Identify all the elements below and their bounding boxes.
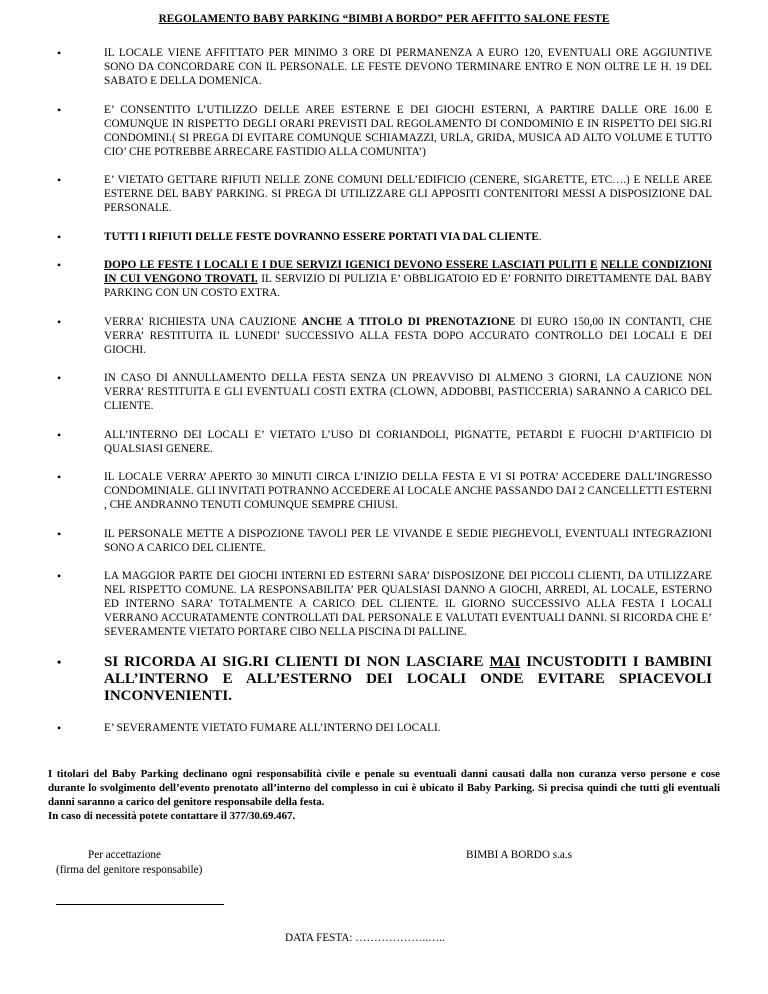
acceptance-sublabel: (firma del genitore responsabile)	[56, 864, 203, 876]
rule-text: ALL’INTERNO DEI LOCALI E’ VIETATO L’USO DI CORIANDOLI, PIGNATTE, PETARDI E FUOCHI D’ARTIFICIO DI QUALSIASI GENERE.	[104, 428, 712, 455]
bullet-icon: •	[57, 258, 62, 272]
rule-text-bold-underline: DOPO LE FESTE I LOCALI E I DUE SERVIZI IGENICI DEVONO ESSERE LASCIATI PULITI E	[104, 259, 598, 271]
rule-cleaning	[56, 258, 712, 300]
rule-text-bold: TUTTI I RIFIUTI DELLE FESTE DOVRANNO ESSERE PORTATI VIA DAL CLIENTE	[104, 230, 539, 243]
rule-text: IL LOCALE VIENE AFFITTATO PER MINIMO 3 ORE DI PERMANENZA A EURO 120, EVENTUALI ORE AGGIUNTIVE SONO DA CONCORDARE CON IL PERSONALE. LE FESTE DEVONO TERMINARE ENTRO E NON OLTRE LE H. 19 DEL SABATO E DELLA DOMENICA.	[104, 47, 712, 87]
bullet-icon: •	[57, 720, 62, 735]
acceptance-label: Per accettazione	[88, 849, 161, 861]
liability-disclaimer	[48, 767, 720, 823]
rule-games-responsibility	[56, 569, 712, 639]
signature-line	[56, 904, 224, 905]
bullet-icon: •	[57, 102, 62, 117]
rule-text: E’ SEVERAMENTE VIETATO FUMARE ALL’INTERNO DEI LOCALI.	[104, 721, 441, 734]
bullet-icon: •	[57, 569, 62, 583]
bullet-icon: •	[57, 46, 62, 60]
rule-text: E’ VIETATO GETTARE RIFIUTI NELLE ZONE COMUNI DELL’EDIFICIO (CENERE, SIGARETTE, ETC….) E NELLE AREE ESTERNE DEL BABY PARKING. SI PREGA DI UTILIZZARE GLI APPOSITI CONTENITORI MESSI A DISPOSIZIONE DAL PERSONALE.	[104, 174, 712, 214]
rule-outdoor-areas	[56, 103, 712, 159]
rule-cancellation	[56, 371, 712, 413]
bullet-icon: •	[57, 314, 62, 329]
bullet-icon: •	[57, 526, 62, 541]
document-title: REGOLAMENTO BABY PARKING “BIMBI A BORDO” PER AFFITTO SALONE FESTE	[158, 13, 610, 25]
bullet-icon: •	[57, 470, 62, 484]
bullet-icon: •	[57, 371, 62, 385]
rule-no-smoking	[56, 721, 712, 735]
rule-text: E’ CONSENTITO L’UTILIZZO DELLE AREE ESTERNE E DEI GIOCHI ESTERNI, A PARTIRE DALLE ORE 16.00 E COMUNQUE IN RISPETTO DEGLI ORARI PREVISTI DAL REGOLAMENTO DI CONDOMINIO E IN RISPETTO DEI SIG.RI CONDOMINI.( SI PREGA DI EVITARE COMUNQUE SCHIAMAZZI, URLA, GRIDA, MUSICA AD ALTO VOLUME E TUTTO CIO’ CHE POTREBBE ARRECARE FASTIDIO ALLA COMUNITA’)	[104, 103, 712, 158]
rule-text-underline: MAI	[489, 653, 521, 670]
bullet-icon: •	[57, 427, 62, 442]
rule-waste-common-areas	[56, 173, 712, 215]
rule-text-bold-underline: NELLE CONDIZIONI IN CUI VENGONO TROVATI.	[104, 259, 713, 285]
bullet-icon: •	[57, 654, 62, 669]
rule-text: IL SERVIZIO DI PULIZIA E’ OBBLIGATOIO ED E’ FORNITO DIRETTAMENTE DAL BABY PARKING CON UN COSTO EXTRA.	[104, 273, 712, 299]
rules-list	[56, 46, 712, 749]
rule-text: DI EURO 150,00 IN CONTANTI, CHE VERRA’ RESTITUITA IL LUNEDI’ SUCCESSIVO ALLA FESTA DOPO ACCURATO CONTROLLO DEI LOCALI E DEI GIOCHI.	[104, 315, 712, 356]
rule-text: IL PERSONALE METTE A DISPOZIONE TAVOLI PER LE VIVANDE E SEDIE PIEGHEVOLI, EVENTUALI INTEGRAZIONI SONO A CARICO DEL CLIENTE.	[104, 527, 712, 554]
rule-text-bold: SI RICORDA AI SIG.RI CLIENTI DI NON LASCIARE	[104, 653, 490, 670]
rule-text-bold: INCUSTODITI I BAMBINI ALL’INTERNO E ALL’ESTERNO DEI LOCALI ONDE EVITARE SPIACEVOLI INCONVENIENTI.	[104, 653, 712, 704]
rule-text-bold: ANCHE A TITOLO DI PRENOTAZIONE	[301, 315, 516, 328]
rule-opening	[56, 470, 712, 512]
bullet-icon: •	[57, 173, 62, 187]
rule-text: LA MAGGIOR PARTE DEI GIOCHI INTERNI ED ESTERNI SARA’ DISPOSIZONE DEI PICCOLI CLIENTI, DA UTILIZZARE NEL RISPETTO COMUNE. LA RESPONSABILITA’ PER QUALSIASI DANNO A GIOCHI, ARREDI, AL LOCALE, ESTERNO ED INTERNO SARA’ TOTALMENTE A CARICO DEL CLIENTE. IL GIORNO SUCCESSIVO ALLA FESTA I LOCALI VERRANO ACCURATAMENTE CONTROLLATI DAL PERSONALE E VALUTATI EVENTUALI DANNI. SI RICORDA CHE E’ SEVERAMENTE VIETATO PORTARE CIBO NELLA PISCINA DI PALLINE.	[104, 570, 712, 638]
company-name: BIMBI A BORDO s.a.s	[466, 849, 572, 861]
rule-text: .	[538, 230, 542, 243]
rule-fireworks	[56, 428, 712, 456]
disclaimer-body: I titolari del Baby Parking declinano ogni responsabilità civile e penale su eventuali danni causati dalla non curanza verso persone e cose durante lo svolgimento dell’evento prenotato all’interno del complesso in cui è ubicato il Baby Parking. Si precisa quindi che tutti gli eventuali danni saranno a carico del genitore responsabile della festa.	[48, 768, 720, 808]
rule-text: IN CASO DI ANNULLAMENTO DELLA FESTA SENZA UN PREAVVISO DI ALMENO 3 GIORNI, LA CAUZIONE NON VERRA’ RESTITUITA E GLI EVENTUALI COSTI EXTRA (CLOWN, ADDOBBI, PASTICCERIA) SARANNO A CARICO DEL CLIENTE.	[104, 372, 712, 412]
rule-rental-hours	[56, 46, 712, 88]
bullet-icon: •	[57, 229, 62, 244]
party-date-field: DATA FESTA: ………………..…..	[285, 932, 445, 944]
rule-waste-removal	[56, 230, 712, 244]
rule-children-supervision	[56, 654, 712, 705]
rule-text: IL LOCALE VERRA’ APERTO 30 MINUTI CIRCA L’INIZIO DELLA FESTA E VI SI POTRA’ ACCEDERE DALL’INGRESSO CONDOMINIALE. GLI INVITATI POTRANNO ACCEDERE AI LOCALE ANCHE PASSANDO DAI 2 CANCELLETTI ESTERNI , CHE ANDRANNO TENUTI COMUNQUE SEMPRE CHIUSI.	[104, 471, 712, 511]
rule-text: VERRA’ RICHIESTA UNA CAUZIONE	[104, 315, 302, 328]
rule-tables-chairs	[56, 527, 712, 555]
rule-deposit	[56, 315, 712, 357]
disclaimer-contact: In caso di necessità potete contattare il 377/30.69.467.	[48, 810, 296, 822]
